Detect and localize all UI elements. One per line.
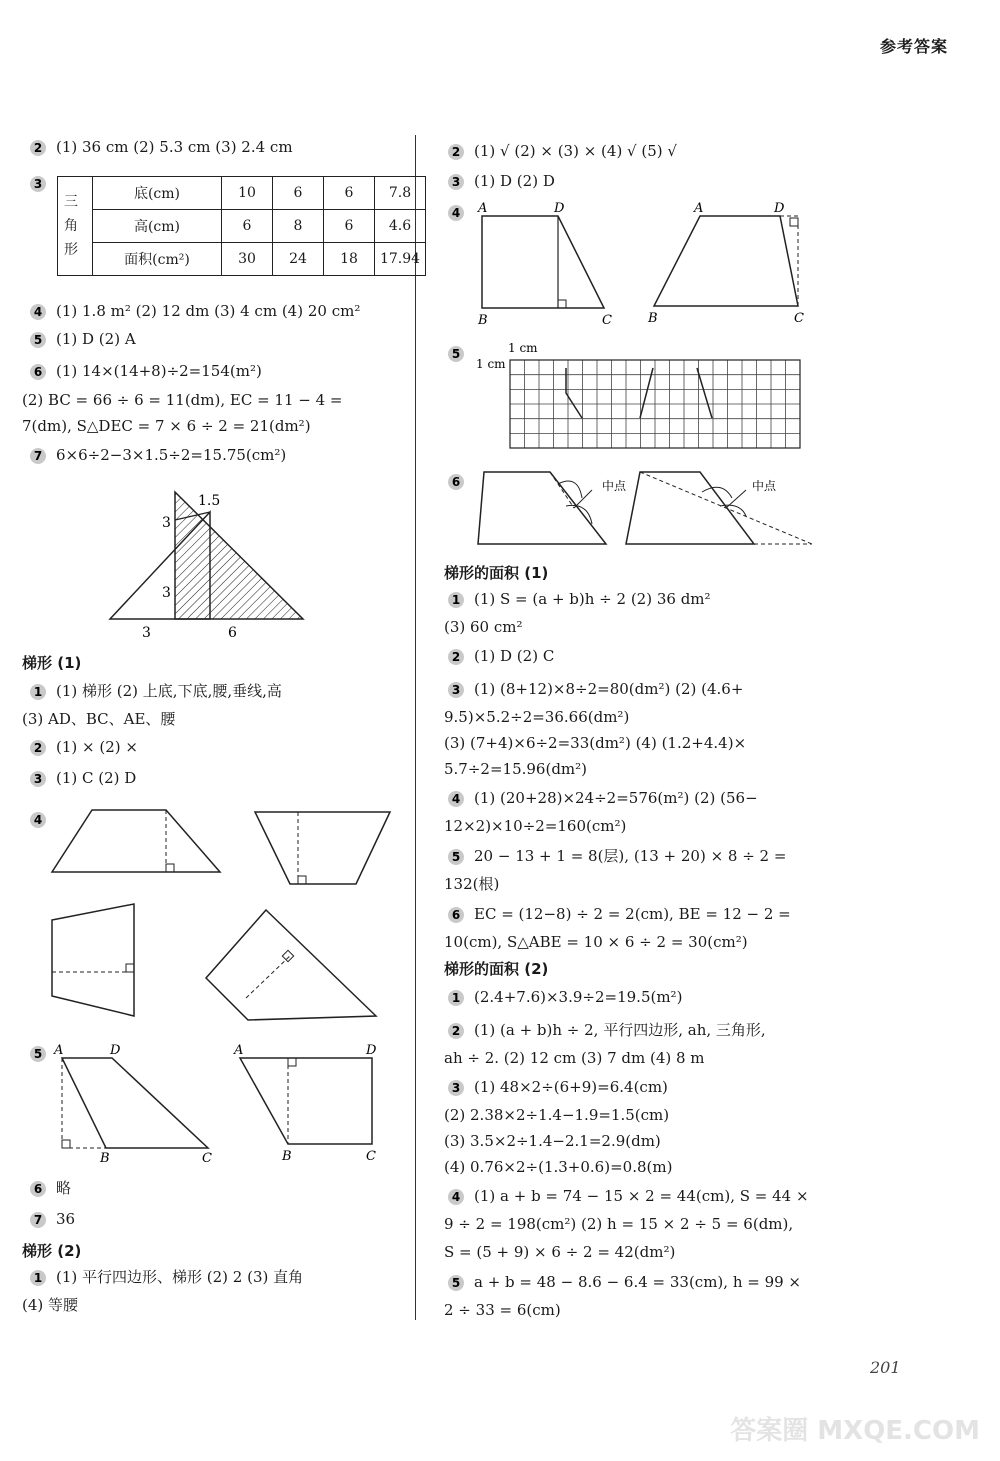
svg-text:D: D [366, 1043, 377, 1058]
table-side-label: 三角形 [58, 177, 93, 276]
t2-answer-3-line2: (2) 2.38×2÷1.4−1.9=1.5(cm) [444, 1106, 670, 1124]
r-trapezoid-figure [472, 198, 822, 328]
number-badge: 6 [448, 907, 464, 923]
number-badge: 5 [448, 346, 464, 362]
number-badge: 2 [448, 649, 464, 665]
svg-text:C: C [794, 311, 804, 326]
number-badge: 3 [30, 176, 46, 192]
t2-answer-3-line3: (3) 3.5×2÷1.4−2.1=2.9(dm) [444, 1132, 661, 1150]
svg-text:C: C [366, 1149, 376, 1164]
s1-answer-1-line2: (3) AD、BC、AE、腰 [22, 710, 176, 728]
svg-text:A: A [694, 201, 704, 216]
number-badge: 2 [448, 144, 464, 160]
number-badge: 3 [448, 682, 464, 698]
s2-answer-1-line2: (4) 等腰 [22, 1296, 79, 1314]
grid-figure [470, 338, 810, 453]
number-badge: 6 [30, 1181, 46, 1197]
svg-text:B: B [478, 313, 488, 328]
t1-answer-3-line2: 9.5)×5.2÷2=36.66(dm²) [444, 708, 630, 726]
svg-text:1 cm: 1 cm [508, 341, 538, 355]
trapezoid-heights-figure [40, 800, 410, 1030]
r-answer-4 [448, 201, 474, 223]
t2-answer-5-line2: 2 ÷ 33 = 6(cm) [444, 1301, 561, 1319]
t2-answer-3: 3 (1) 48×2÷(6+9)=6.4(cm) [448, 1076, 668, 1098]
s1-answer-6: 6 略 [30, 1177, 71, 1199]
r-answer-3: 3 (1) D (2) D [448, 170, 555, 192]
t1-answer-4: 4 (1) (20+28)×24÷2=576(m²) (2) (56− [448, 787, 758, 809]
svg-text:A: A [478, 201, 488, 216]
t2-answer-4-line3: S = (5 + 9) × 6 ÷ 2 = 42(dm²) [444, 1243, 676, 1261]
svg-text:B: B [648, 311, 658, 326]
answer-6: 6 (1) 14×(14+8)÷2=154(m²) [30, 360, 262, 382]
svg-text:C: C [602, 313, 612, 328]
svg-text:A: A [54, 1043, 64, 1058]
number-badge: 4 [30, 812, 46, 828]
svg-text:B: B [100, 1151, 110, 1165]
column-divider [415, 135, 416, 1320]
svg-text:D: D [774, 201, 785, 216]
svg-text:B: B [282, 1149, 292, 1164]
watermark-logo: 答案圈 MXQE.COM [730, 1416, 980, 1446]
t2-answer-1: 1 (2.4+7.6)×3.9÷2=19.5(m²) [448, 986, 682, 1008]
s2-answer-1: 1 (1) 平行四边形、梯形 (2) 2 (3) 直角 [30, 1266, 303, 1288]
t1-answer-3-line3: (3) (7+4)×6÷2=33(dm²) (4) (1.2+4.4)× [444, 734, 747, 752]
section-trapezoid-1: 梯形 (1) [22, 654, 82, 672]
trapezoid-labelled-figure [50, 1040, 390, 1165]
number-badge: 2 [448, 1023, 464, 1039]
r-answer-2: 2 (1) √ (2) × (3) × (4) √ (5) √ [448, 140, 677, 162]
t1-answer-2: 2 (1) D (2) C [448, 645, 554, 667]
number-badge: 2 [30, 740, 46, 756]
svg-text:C: C [202, 1151, 212, 1165]
t2-answer-4-line2: 9 ÷ 2 = 198(cm²) (2) h = 15 × 2 ÷ 5 = 6(dm), [444, 1215, 794, 1233]
section-trap-area-1: 梯形的面积 (1) [444, 564, 549, 582]
t1-answer-5: 5 20 − 13 + 1 = 8(层), (13 + 20) × 8 ÷ 2 = [448, 845, 786, 867]
number-badge: 6 [30, 364, 46, 380]
number-badge: 4 [448, 205, 464, 221]
t2-answer-2: 2 (1) (a + b)h ÷ 2, 平行四边形, ah, 三角形, [448, 1019, 766, 1041]
t1-answer-1-line2: (3) 60 cm² [444, 618, 523, 636]
number-badge: 6 [448, 474, 464, 490]
triangle-figure [100, 485, 320, 640]
page-number: 201 [870, 1358, 901, 1377]
svg-text:D: D [110, 1043, 121, 1058]
answer-3 [30, 172, 56, 194]
t2-answer-5: 5 a + b = 48 − 8.6 − 6.4 = 33(cm), h = 99 × [448, 1271, 801, 1293]
number-badge: 3 [30, 771, 46, 787]
number-badge: 3 [448, 1080, 464, 1096]
t1-answer-6: 6 EC = (12−8) ÷ 2 = 2(cm), BE = 12 − 2 = [448, 903, 791, 925]
section-trapezoid-2: 梯形 (2) [22, 1242, 82, 1260]
t1-answer-3: 3 (1) (8+12)×8÷2=80(dm²) (2) (4.6+ [448, 678, 743, 700]
answer-6-line2: (2) BC = 66 ÷ 6 = 11(dm), EC = 11 − 4 = [22, 391, 343, 409]
answer-4: 4 (1) 1.8 m² (2) 12 dm (3) 4 cm (4) 20 cm² [30, 300, 360, 322]
t2-answer-2-line2: ah ÷ 2. (2) 12 cm (3) 7 dm (4) 8 m [444, 1049, 705, 1067]
svg-text:1 cm: 1 cm [476, 357, 506, 371]
midpoint-figure [470, 462, 820, 552]
t2-answer-4: 4 (1) a + b = 74 − 15 × 2 = 44(cm), S = 44 × [448, 1185, 809, 1207]
number-badge: 5 [30, 332, 46, 348]
svg-text:中点: 中点 [752, 479, 777, 493]
number-badge: 4 [448, 1189, 464, 1205]
t1-answer-6-line2: 10(cm), S△ABE = 10 × 6 ÷ 2 = 30(cm²) [444, 933, 748, 951]
number-badge: 4 [448, 791, 464, 807]
number-badge: 5 [448, 1275, 464, 1291]
number-badge: 1 [30, 684, 46, 700]
svg-text:中点: 中点 [602, 479, 627, 493]
svg-text:6: 6 [228, 625, 237, 640]
svg-text:1.5: 1.5 [198, 493, 221, 509]
number-badge: 1 [448, 990, 464, 1006]
svg-text:3: 3 [142, 625, 151, 640]
t2-answer-3-line4: (4) 0.76×2÷(1.3+0.6)=0.8(m) [444, 1158, 673, 1176]
number-badge: 5 [448, 849, 464, 865]
svg-text:3: 3 [162, 515, 171, 531]
answer-5: 5 (1) D (2) A [30, 328, 136, 350]
t1-answer-5-line2: 132(根) [444, 875, 500, 893]
section-trap-area-2: 梯形的面积 (2) [444, 960, 549, 978]
svg-text:A: A [234, 1043, 244, 1058]
page-header: 参考答案 [879, 37, 948, 56]
svg-text:3: 3 [162, 585, 171, 601]
number-badge: 7 [30, 1212, 46, 1228]
svg-text:D: D [554, 201, 565, 216]
t1-answer-3-line4: 5.7÷2=15.96(dm²) [444, 760, 588, 778]
triangle-table: 三角形 底(cm) 10 6 6 7.8 高(cm) 6 8 6 4.6 面积(cm²) 30 24 18 17.94 [57, 176, 426, 276]
number-badge: 4 [30, 304, 46, 320]
s1-answer-2: 2 (1) × (2) × [30, 736, 138, 758]
t1-answer-4-line2: 12×2)×10÷2=160(cm²) [444, 817, 627, 835]
s1-answer-1: 1 (1) 梯形 (2) 上底,下底,腰,垂线,高 [30, 680, 282, 702]
s1-answer-3: 3 (1) C (2) D [30, 767, 136, 789]
answer-2: 2 (1) 36 cm (2) 5.3 cm (3) 2.4 cm [30, 136, 293, 158]
answer-7: 7 6×6÷2−3×1.5÷2=15.75(cm²) [30, 444, 286, 466]
number-badge: 1 [30, 1270, 46, 1286]
number-badge: 3 [448, 174, 464, 190]
t1-answer-1: 1 (1) S = (a + b)h ÷ 2 (2) 36 dm² [448, 588, 711, 610]
number-badge: 2 [30, 140, 46, 156]
answer-6-line3: 7(dm), S△DEC = 7 × 6 ÷ 2 = 21(dm²) [22, 417, 311, 435]
number-badge: 7 [30, 448, 46, 464]
s1-answer-7: 7 36 [30, 1208, 75, 1230]
number-badge: 1 [448, 592, 464, 608]
number-badge: 5 [30, 1046, 46, 1062]
